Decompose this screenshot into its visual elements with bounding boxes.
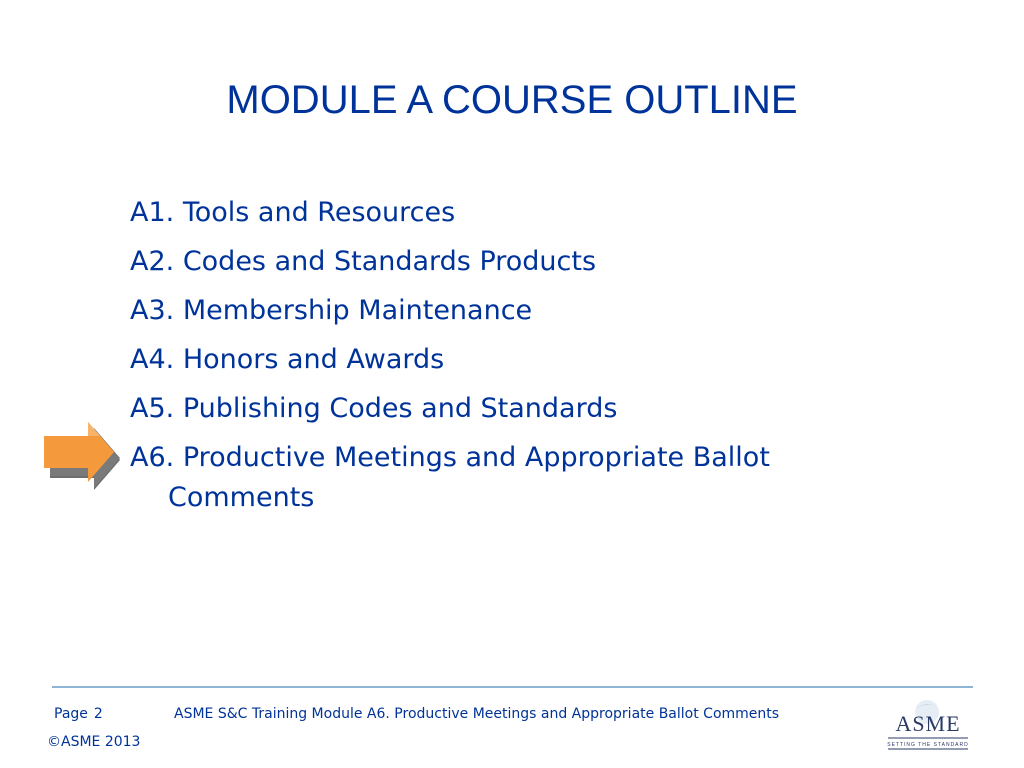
footer-page-label: Page bbox=[54, 706, 88, 722]
right-arrow-icon bbox=[42, 420, 124, 494]
svg-text:ASME: ASME bbox=[895, 711, 961, 736]
slide-title: MODULE A COURSE OUTLINE bbox=[226, 78, 798, 122]
outline-item-a4: A4. Honors and Awards bbox=[130, 344, 445, 375]
outline-item-a2: A2. Codes and Standards Products bbox=[130, 246, 597, 277]
asme-logo bbox=[880, 698, 976, 754]
footer-page-number bbox=[54, 706, 103, 722]
footer-divider bbox=[52, 686, 973, 688]
footer-copyright: ©ASME 2013 bbox=[47, 734, 141, 750]
outline-item-a6: A6. Productive Meetings and Appropriate Ballot Comments bbox=[130, 442, 770, 513]
course-outline-list bbox=[130, 193, 890, 527]
svg-text:SETTING THE STANDARD: SETTING THE STANDARD bbox=[887, 742, 969, 748]
outline-item-a3: A3. Membership Maintenance bbox=[130, 295, 533, 326]
footer-page-num: 2 bbox=[93, 706, 103, 722]
outline-item-a5: A5. Publishing Codes and Standards bbox=[130, 393, 618, 424]
footer-module-title: ASME S&C Training Module A6. Productive Meetings and Appropriate Ballot Comments bbox=[174, 706, 780, 722]
outline-item-a1: A1. Tools and Resources bbox=[130, 197, 456, 228]
